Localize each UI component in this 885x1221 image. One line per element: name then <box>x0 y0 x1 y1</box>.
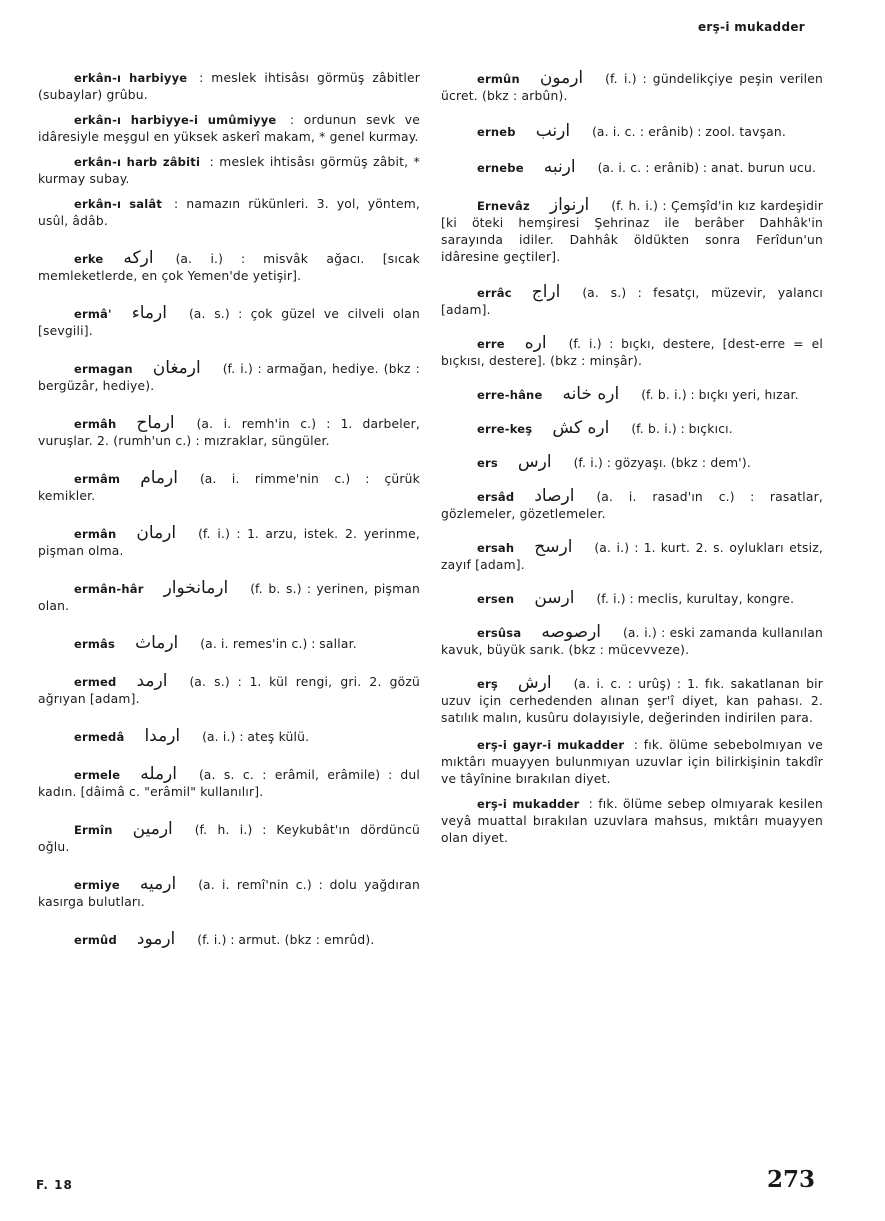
dictionary-entry <box>38 635 420 653</box>
entry-headword: ermân-hâr <box>74 582 144 596</box>
entry-definition: (f. h. i.) : Çemşîd'in kız kardeşidir [ki öteki hemşiresi Şehrinaz ile berâber Dahhâk'in sarayında idiler. Dahhâk öldükten sonra Ferîdun'un idâresine geçtiler]. <box>441 199 823 264</box>
entry-ottoman-script: ارسح <box>534 537 573 557</box>
dictionary-entry <box>441 335 823 370</box>
dictionary-entry <box>441 675 823 727</box>
entry-definition: (a. i.) : eski zamanda kullanılan kavuk, büyük sarık. (bkz : mücevveze). <box>441 626 823 657</box>
entry-headword: erkân-ı harb zâbiti <box>74 155 201 169</box>
entry-headword: Ernevâz <box>477 199 530 213</box>
dictionary-entry <box>38 728 420 746</box>
entry-headword: ermâ' <box>74 307 112 321</box>
entry-headword: erre-hâne <box>477 388 543 402</box>
dictionary-entry <box>441 454 823 472</box>
entry-headword: errâc <box>477 286 512 300</box>
entry-ottoman-script: ارمد <box>136 671 168 691</box>
entry-headword: erke <box>74 252 104 266</box>
entry-definition: (f. i.) : 1. arzu, istek. 2. yerinme, pişman olma. <box>38 527 420 558</box>
entry-headword: ersen <box>477 592 515 606</box>
dictionary-entry <box>441 420 823 438</box>
entry-definition: (f. b. i.) : bıçkı yeri, hızar. <box>641 388 799 402</box>
entry-headword: erneb <box>477 125 516 139</box>
entry-headword: erre <box>477 337 505 351</box>
entry-definition: (a. s.) : 1. kül rengi, gri. 2. gözü ağrıyan [adam]. <box>38 675 420 706</box>
entry-definition: (f. i.) : gündelikçiye peşin verilen ücret. (bkz : arbûn). <box>441 72 823 103</box>
dictionary-entry <box>38 305 420 340</box>
running-head: erş-i mukadder <box>697 20 805 34</box>
entry-headword: ermed <box>74 675 117 689</box>
entry-headword: ersâd <box>477 490 515 504</box>
entry-definition: : fık. ölüme sebebolmıyan ve mıktârı muayyen bulunmıyan uzuvlar için bilirkişinin takdîr ve tâyînine bırakılan diyet. <box>441 738 823 786</box>
entry-definition: (a. i. remî'nin c.) : dolu yağdıran kasırga bulutları. <box>38 878 420 909</box>
entry-ottoman-script: ارمون <box>539 68 584 88</box>
dictionary-entry <box>441 386 823 404</box>
entry-ottoman-script: ارنبه <box>543 157 576 177</box>
entry-ottoman-script: ارمدا <box>144 726 181 746</box>
entry-definition: (a. i. c. : erânib) : anat. burun ucu. <box>597 161 817 175</box>
entry-definition: : meslek ihtisâsı görmüş zâbitler (subaylar) grûbu. <box>38 71 420 102</box>
entry-headword: Ermîn <box>74 823 113 837</box>
entry-ottoman-script: ارمغان <box>152 358 201 378</box>
entry-definition: (a. i. remh'in c.) : 1. darbeler, vuruşlar. 2. (rumh'un c.) : mızraklar, süngüler. <box>38 417 420 448</box>
entry-headword: erş-i gayr-i mukadder <box>477 738 625 752</box>
entry-definition: (f. i.) : armağan, hediye. (bkz : bergüzâr, hediye). <box>38 362 420 393</box>
entry-ottoman-script: ارس <box>517 452 552 472</box>
dictionary-entry <box>38 415 420 450</box>
left-column <box>38 70 420 949</box>
dictionary-entry <box>441 737 823 788</box>
entry-ottoman-script: اره خانه <box>562 384 620 404</box>
entry-definition: (a. i. c. : erânib) : zool. tavşan. <box>592 125 787 139</box>
entry-ottoman-script: ارمیه <box>139 874 177 894</box>
entry-headword: ermûd <box>74 933 117 947</box>
dictionary-entry <box>441 539 823 574</box>
entry-headword: erş <box>477 677 498 691</box>
entry-definition: (f. b. i.) : bıçkıcı. <box>631 422 733 436</box>
entry-ottoman-script: اره <box>524 333 547 353</box>
entry-headword: erkân-ı salât <box>74 197 163 211</box>
entry-ottoman-script: ارماث <box>135 633 179 653</box>
entry-definition: (a. s. c. : erâmil, erâmile) : dul kadın. [dâimâ c. "erâmil" kullanılır]. <box>38 768 420 799</box>
entry-definition: (a. i. rimme'nin c.) : çürük kemikler. <box>38 472 420 503</box>
dictionary-entry <box>38 154 420 188</box>
entry-definition: : meslek ihtisâsı görmüş zâbit, * kurmay subay. <box>38 155 420 186</box>
dictionary-entry <box>38 112 420 146</box>
entry-ottoman-script: ارمانخوار <box>163 578 229 598</box>
entry-headword: ermâh <box>74 417 117 431</box>
dictionary-entry <box>441 796 823 847</box>
entry-headword: erkân-ı harbiyye <box>74 71 188 85</box>
dictionary-entry <box>38 876 420 911</box>
entry-headword: erş-i mukadder <box>477 797 580 811</box>
entry-definition: (a. i.) : 1. kurt. 2. s. oylukları etsiz, zayıf [adam]. <box>441 541 823 572</box>
dictionary-entry <box>38 470 420 505</box>
entry-headword: ermedâ <box>74 730 125 744</box>
entry-headword: ermûn <box>477 72 520 86</box>
entry-definition: (f. i.) : armut. (bkz : emrûd). <box>197 933 375 947</box>
entry-headword: ermâm <box>74 472 121 486</box>
entry-definition: (a. s.) : çok güzel ve cilveli olan [sevgili]. <box>38 307 420 338</box>
page-number: 273 <box>766 1166 815 1193</box>
entry-definition: (a. i.) : misvâk ağacı. [sıcak memleketlerde, en çok Yemen'de yetişir]. <box>38 252 420 283</box>
dictionary-entry <box>38 360 420 395</box>
entry-headword: ersûsa <box>477 626 522 640</box>
dictionary-entry <box>38 931 420 949</box>
entry-ottoman-script: ارماح <box>136 413 175 433</box>
dictionary-entry <box>441 284 823 319</box>
entry-ottoman-script: ارمام <box>140 468 178 488</box>
entry-ottoman-script: اره کش <box>552 418 610 438</box>
signature-mark: F. 18 <box>36 1178 73 1192</box>
entry-ottoman-script: ارنواز <box>549 195 590 215</box>
dictionary-entry <box>38 525 420 560</box>
dictionary-entry <box>38 580 420 615</box>
entry-definition: (f. b. s.) : yerinen, pişman olan. <box>38 582 420 613</box>
entry-definition: (f. i.) : gözyaşı. (bkz : dem'). <box>573 456 751 470</box>
entry-headword: ermiye <box>74 878 120 892</box>
entry-headword: erkân-ı harbiyye-i umûmiyye <box>74 113 277 127</box>
entry-ottoman-script: ارنب <box>535 121 571 141</box>
entry-ottoman-script: ارمان <box>136 523 177 543</box>
dictionary-entry <box>38 821 420 856</box>
dictionary-entry <box>38 70 420 104</box>
dictionary-entry <box>441 488 823 523</box>
entry-ottoman-script: ارکه <box>123 248 154 268</box>
entry-headword: erre-keş <box>477 422 533 436</box>
dictionary-entry <box>441 197 823 266</box>
entry-headword: ers <box>477 456 498 470</box>
entry-definition: (a. i. c. : urûş) : 1. fık. sakatlanan bir uzuv için cerhedenden alınan şer'î diyet, kan pahası. 2. satılık malın, kusûru dolayısiyle, değerinden indirilen para. <box>441 677 823 725</box>
dictionary-entry <box>441 159 823 177</box>
entry-ottoman-script: ارصوصه <box>541 622 602 642</box>
entry-definition: (a. i.) : ateş külü. <box>202 730 310 744</box>
dictionary-entry <box>38 250 420 285</box>
entry-headword: ermele <box>74 768 121 782</box>
entry-ottoman-script: ارماء <box>131 303 167 323</box>
entry-ottoman-script: اراج <box>531 282 561 302</box>
entry-ottoman-script: ارسن <box>534 588 575 608</box>
entry-definition: (a. s.) : fesatçı, müzevir, yalancı [adam]. <box>441 286 823 317</box>
dictionary-entry <box>441 590 823 608</box>
entry-definition: (a. i. remes'in c.) : sallar. <box>200 637 357 651</box>
dictionary-entry <box>38 673 420 708</box>
entry-headword: ermagan <box>74 362 133 376</box>
entry-ottoman-script: ارمین <box>132 819 173 839</box>
dictionary-entry <box>441 70 823 105</box>
entry-ottoman-script: ارش <box>517 673 552 693</box>
dictionary-entry <box>38 766 420 801</box>
dictionary-entry <box>38 196 420 230</box>
entry-definition: : fık. ölüme sebep olmıyarak kesilen veyâ muattal bırakılan uzuvlara mahsus, mıktârı muayyen olan diyet. <box>441 797 823 845</box>
dictionary-entry <box>441 624 823 659</box>
entry-definition: : ordunun sevk ve idâresiyle meşgul en yüksek askerî makam, * genel kurmay. <box>38 113 421 144</box>
right-column <box>441 70 823 847</box>
entry-ottoman-script: ارمله <box>140 764 177 784</box>
entry-headword: ermân <box>74 527 117 541</box>
entry-headword: ermâs <box>74 637 116 651</box>
entry-definition: (f. i.) : meclis, kurultay, kongre. <box>596 592 795 606</box>
entry-headword: ernebe <box>477 161 524 175</box>
entry-headword: ersah <box>477 541 515 555</box>
entry-definition: : namazın rükünleri. 3. yol, yöntem, usûl, âdâb. <box>38 197 420 228</box>
entry-definition: (a. i. rasad'ın c.) : rasatlar, gözlemeler, gözetlemeler. <box>441 490 823 521</box>
entry-definition: (f. i.) : bıçkı, destere, [dest-erre = el bıçkısı, destere]. (bkz : minşâr). <box>441 337 823 368</box>
entry-ottoman-script: ارصاد <box>534 486 575 506</box>
entry-ottoman-script: ارمود <box>136 929 176 949</box>
entry-definition: (f. h. i.) : Keykubât'ın dördüncü oğlu. <box>38 823 420 854</box>
dictionary-entry <box>441 123 823 141</box>
